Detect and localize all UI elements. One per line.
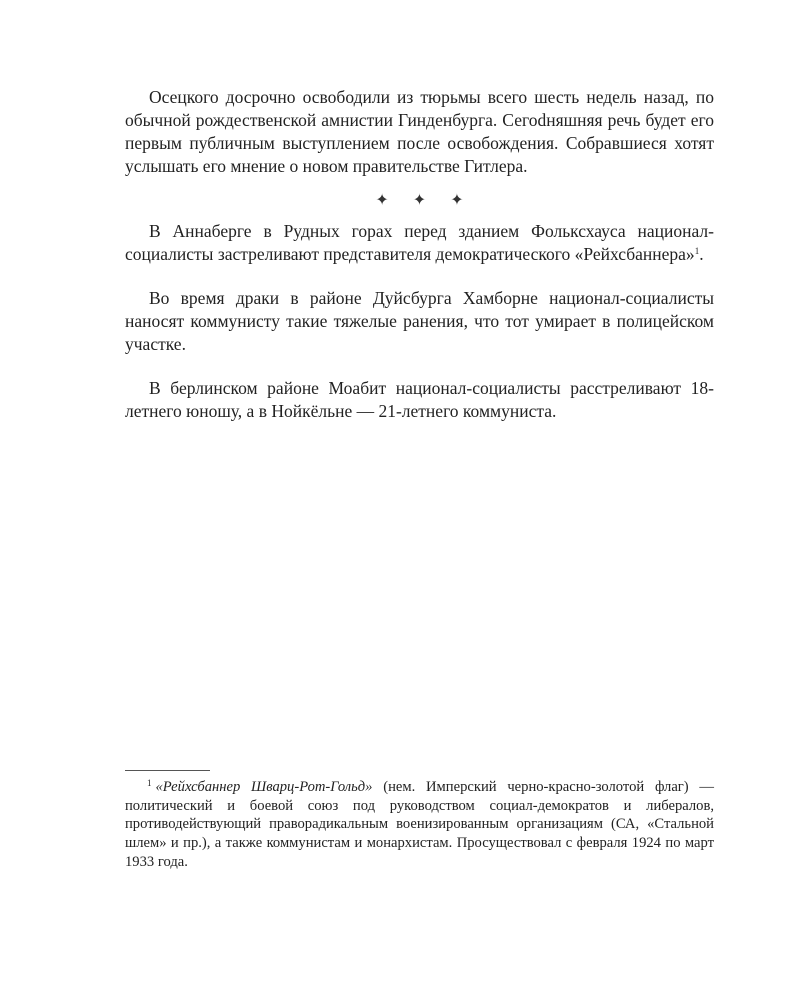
footnote-separator <box>125 770 210 771</box>
paragraph-annaberg <box>125 220 714 266</box>
footnote-marker: 1 <box>147 778 152 788</box>
paragraph-duisburg: Во время драки в районе Дуйсбурга Хамборне национал-социалисты наносят коммунисту такие тяжелые ранения, что тот умирает в полицейском участке. <box>125 288 714 354</box>
footnote-1 <box>125 778 714 872</box>
section-divider-ornament: ✦ ✦ ✦ <box>375 192 474 209</box>
paragraph-ossietzky-release: Осецкого досрочно освободили из тюрьмы всего шесть недель назад, по обычной рождественской амнистии Гинденбурга. Сегоdняшняя речь будет его первым публичным выступлением после освобождения. Собравшиеся хотят услышать его мнение о новом правительстве Гитлера. <box>125 87 714 176</box>
footnote-reference-1[interactable]: 1 <box>694 246 700 256</box>
paragraph-annaberg-text: В Аннаберге в Рудных горах перед зданием Фольксхауса национал-социалисты застреливают представителя демократического «Рейхсбаннера» <box>125 221 714 264</box>
footnote-title: «Рейхсбаннер Шварц-Рот-Гольд» <box>155 779 373 795</box>
footnote-text: (нем. Имперский черно-красно-золотой флаг) — политический и боевой союз под руководством социал-демократов и либералов, противодействующий праворадикальным военизированным организациям (СА, «Стальной шлем» и пр.), а также коммунистам и монархистам. Просуществовал с февраля 1924 по март 1933 года. <box>125 779 714 870</box>
paragraph-moabit: В берлинском районе Моабит национал-социалисты расстреливают 18-летнего юношу, а в Нойкёльне — 21-летнего коммуниста. <box>125 378 714 421</box>
paragraph-annaberg-end: . <box>699 244 704 264</box>
page-body <box>125 86 714 444</box>
